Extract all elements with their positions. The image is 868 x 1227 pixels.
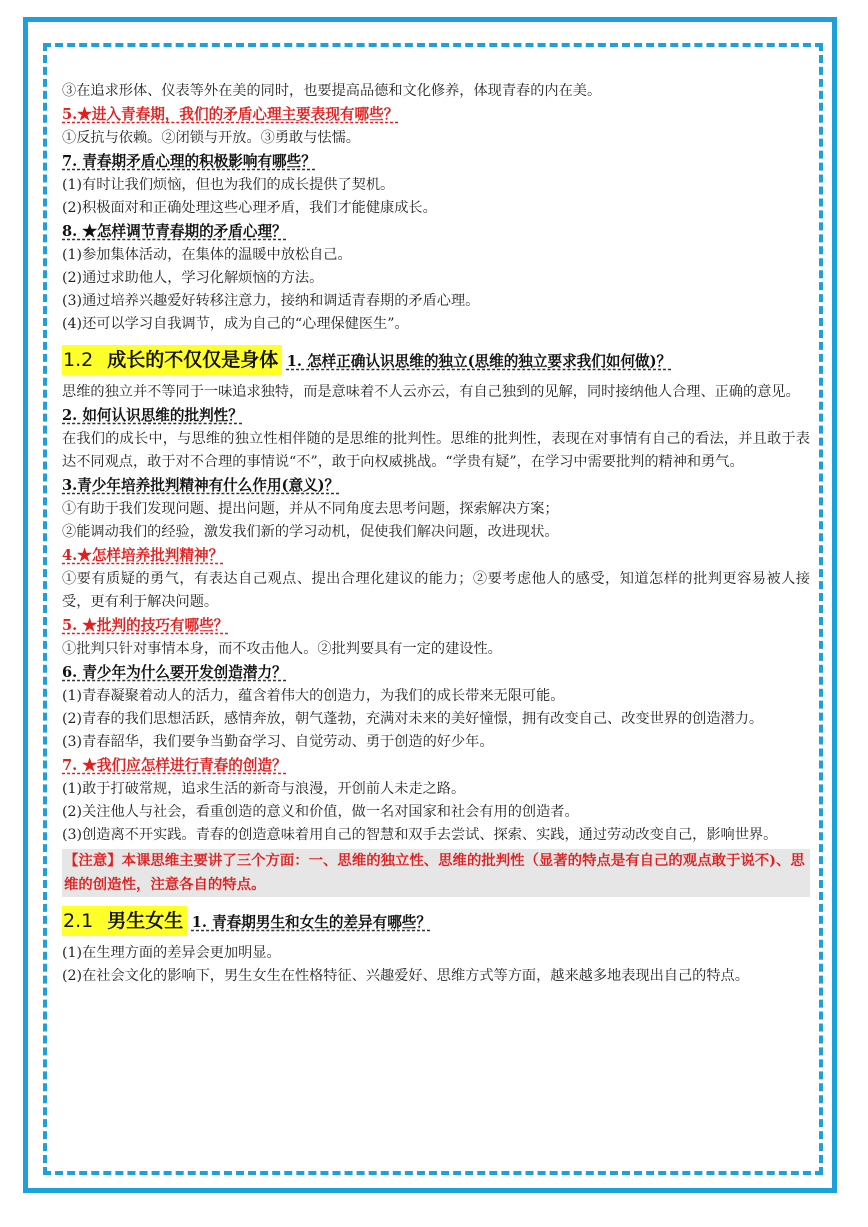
question-heading: 2. 如何认识思维的批判性？ <box>62 407 243 424</box>
question-heading: 1. 怎样正确认识思维的独立(思维的独立要求我们如何做)？ <box>286 353 672 370</box>
answer-paragraph: (2)在社会文化的影响下，男生女生在性格特征、兴趣爱好、思维方式等方面，越来越多地表现出自己的特点。 <box>62 968 749 984</box>
answer-line: (2)通过求助他人，学习化解烦恼的方法。 <box>62 270 324 286</box>
answer-line: (1)在生理方面的差异会更加明显。 <box>62 945 281 961</box>
answer-line: (4)还可以学习自我调节，成为自己的“心理保健医生”。 <box>62 316 409 332</box>
answer-line: ③在追求形体、仪表等外在美的同时，也要提高品德和文化修养，体现青春的内在美。 <box>62 83 602 99</box>
answer-paragraph: ①要有质疑的勇气，有表达自己观点、提出合理化建议的能力；②要考虑他人的感受，知道怎样的批判更容易被人接受，更有利于解决问题。 <box>62 571 810 610</box>
section-title <box>62 906 187 936</box>
answer-line: (1)敢于打破常规，追求生活的新奇与浪漫，开创前人未走之路。 <box>62 781 466 797</box>
question-heading: 6. 青少年为什么要开发创造潜力？ <box>62 664 287 681</box>
question-heading: 1. 青春期男生和女生的差异有哪些？ <box>191 914 431 931</box>
question-heading: 7. 青春期矛盾心理的积极影响有哪些？ <box>62 153 316 170</box>
answer-paragraph: 在我们的成长中，与思维的独立性相伴随的是思维的批判性。思维的批判性，表现在对事情有自己的看法，并且敢于表达不同观点，敢于对不合理的事情说“不”，敢于向权威挑战。“学贵有疑”，在学习中需要批判的精神和勇气。 <box>62 431 810 470</box>
answer-line: ②能调动我们的经验，激发我们新的学习动机，促使我们解决问题，改进现状。 <box>62 524 559 540</box>
answer-line: (3)通过培养兴趣爱好转移注意力，接纳和调适青春期的矛盾心理。 <box>62 293 480 309</box>
answer-paragraph: (2)青春的我们思想活跃，感情奔放，朝气蓬勃，充满对未来的美好憧憬，拥有改变自己、改变世界的创造潜力。 <box>62 711 764 727</box>
answer-line: (3)青春韶华，我们要争当勤奋学习、自觉劳动、勇于创造的好少年。 <box>62 734 494 750</box>
document-body <box>62 80 810 988</box>
section-title-text: 男生女生 <box>107 910 184 932</box>
section-number: 1.2 <box>63 349 94 371</box>
section-title <box>62 345 282 375</box>
question-heading: 7. ★我们应怎样进行青春的创造？ <box>62 757 287 774</box>
question-heading: 8. ★怎样调节青春期的矛盾心理？ <box>62 223 287 240</box>
question-heading: 4.★怎样培养批判精神？ <box>62 547 224 564</box>
section-number: 2.1 <box>63 910 94 932</box>
answer-line: (2)关注他人与社会，看重创造的意义和价值，做一名对国家和社会有用的创造者。 <box>62 804 579 820</box>
question-heading: 3.青少年培养批判精神有什么作用(意义)？ <box>62 477 340 494</box>
answer-line: (2)积极面对和正确处理这些心理矛盾，我们才能健康成长。 <box>62 200 437 216</box>
answer-line: (1)参加集体活动，在集体的温暖中放松自己。 <box>62 247 352 263</box>
answer-paragraph: (3)创造离不开实践。青春的创造意味着用自己的智慧和双手去尝试、探索、实践，通过劳动改变自己，影响世界。 <box>62 827 778 843</box>
answer-line: ①反抗与依赖。②闭锁与开放。③勇敢与怯懦。 <box>62 130 360 146</box>
note-box: 【注意】本课思维主要讲了三个方面：一、思维的独立性、思维的批判性（显著的特点是有自己的观点敢于说不)、思维的创造性，注意各自的特点。 <box>62 849 810 897</box>
section-title-text: 成长的不仅仅是身体 <box>107 349 279 371</box>
answer-line: ①有助于我们发现问题、提出问题，并从不同角度去思考问题，探索解决方案； <box>62 501 559 517</box>
answer-line: (1)青春凝聚着动人的活力，蕴含着伟大的创造力，为我们的成长带来无限可能。 <box>62 688 565 704</box>
answer-line: (1)有时让我们烦恼，但也为我们的成长提供了契机。 <box>62 177 395 193</box>
answer-line: ①批判只针对事情本身，而不攻击他人。②批判要具有一定的建设性。 <box>62 641 502 657</box>
question-heading: 5. ★批判的技巧有哪些？ <box>62 617 229 634</box>
answer-paragraph: 思维的独立并不等同于一味追求独特，而是意味着不人云亦云，有自己独到的见解，同时接纳他人合理、正确的意见。 <box>62 384 800 400</box>
question-heading: 5.★进入青春期，我们的矛盾心理主要表现有哪些？ <box>62 106 399 123</box>
